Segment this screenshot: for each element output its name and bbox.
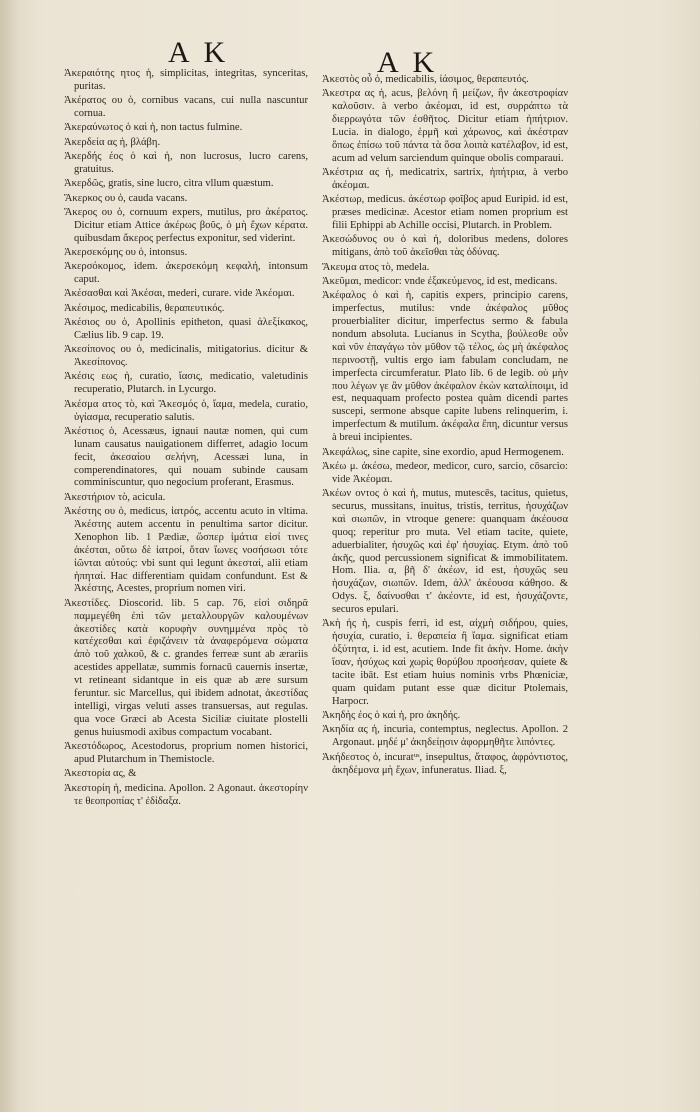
dictionary-entry: Ἀκεστόδωρος, Acestodorus, proprium nomen historici, apud Plutarchum in Themistocle. xyxy=(64,741,308,766)
dictionary-entry: Ἀκεφάλως, sine capite, sine exordio, apud Hermogenem. xyxy=(322,446,564,458)
dictionary-entry: Ἀκερσόκομος, idem. ἀκερσεκόμη κεφαλή, intonsum caput. xyxy=(64,261,308,286)
right-column xyxy=(322,74,568,779)
dictionary-entry: Ἀκέστρια ας ἡ, medicatrix, sartrix, ἠπήτρια, à verbo ἀκέομαι. xyxy=(322,167,568,192)
dictionary-entry: Ἀκεστήριον τὸ, acicula. xyxy=(64,491,166,503)
dictionary-entry: Ἀκέρατος ου ὁ, cornibus vacans, cui nulla nascuntur cornua. xyxy=(64,95,308,120)
dictionary-entry: Ἀκεραύνωτος ὁ καὶ ἡ, non tactus fulmine. xyxy=(64,122,243,134)
binding-gutter-shadow xyxy=(0,0,18,1112)
dictionary-entry: Ἀκέστιος ὁ, Acessæus, ignaui nautæ nomen, qui cum lunam causatus nauigationem differret, adagio locum fecit, ἀκεσαίου σελήνη, Acessæi luna, in comperendinatores, qui nouam subinde causam comminiscuntur, quo negocium proferant, Erasmus. xyxy=(64,425,308,489)
dictionary-entry: Ἀκέσμα ατος τὸ, καὶ Ἄκεσμός ὁ, ἴαμα, medela, curatio, ὑγίασμα, recuperatio salutis. xyxy=(64,398,308,423)
dictionary-entry: Ἀκὴ ἡς ἡ, cuspis ferri, id est, αἰχμὴ σιδήρου, quies, ἡσυχία, curatio, i. θεραπεία ἢ ἴαμα. significat etiam ὀξύτητα, i. id est, acutiem. Inde fit ἀκὴν. Home. ἀκὴν ἴσαν, ἡσύχως καὶ χωρὶς θορύβου προσήεσαν, quiete & tacite ibāt. Est etiam huius nominis vrbs Phœniciæ, quam quidam putant esse quæ dicitur Ptolemais, Harpocr. xyxy=(322,618,568,707)
dictionary-entry: Ἀκέστης ου ὁ, medicus, ἰατρός, accentu acuto in vltima. Ἀκέστης autem accentu in penultima sartor dicitur. Xenophon lib. 1 Pædiæ, ὥσπερ ἱμάτια εἰσί τινες ἀκέσται, οὕτω δὲ ἰατροί, ὅταν ἴωνες νοσήσωσι τότε ἰῶνται αὐτούς: vbi sunt qui legunt ἀκεσταί, alii etiam ἠπηταί. Hac differentiam quidam confundunt. Est & Ἀκέστης, Acestes, proprium nomen viri. xyxy=(64,506,308,595)
dictionary-entry: Ἀκέσις εως ἡ, curatio, ἴασις, medicatio, valetudinis recuperatio, Plutarch. in Lycurgo. xyxy=(64,371,308,396)
dictionary-entry: Ἀκεσώδυνος ου ὁ καὶ ἡ, doloribus medens, dolores mitigans, ἀπὸ τοῦ ἀκεῖσθαι τὰς ὀδύνας. xyxy=(322,234,568,259)
dictionary-entry: Ἀκεστίδες. Dioscorid. lib. 5 cap. 76, εἰσὶ σιδηρᾶ παμμεγέθη ἐπὶ τῶν μεταλλουργῶν καλουμένων ἀκεστίδες κατὰ κορυφὴν συνημμένα πρὸς τὸ κατέχεσθαι καὶ ἐφιζάνειν τὰ ἀναφερόμενα σώματα ἀπὸ τοῦ χαλκοῦ, & c. grandes ferreæ sunt ab ærariis acestides appellatæ, summis fornacū cauernis insertæ, vt retineant sidantque in eis quæ ab ære sursum feruntur. sic Marcellus, qui ibidem adnotat, ἀκεστίδας intelligi, virgas veluti asses transuersas, aut regulas. qua voce Græci ab Acesta Siciliæ ciuitate plostelli genus huiusmodi axibus compactum vocabant. xyxy=(64,597,308,738)
dictionary-entry: Ἀκηδὴς έος ὁ καὶ ἡ, pro ἀκηδής. xyxy=(322,710,461,722)
dictionary-entry: Ἀκέσιμος, medicabilis, θεραπευτικός. xyxy=(64,302,225,314)
dictionary-entry: Ἀκεσίπονος ου ὁ, medicinalis, mitigatorius. dicitur & Ἀκεσίπονος. xyxy=(64,344,308,369)
page-header-right: A K xyxy=(377,46,439,79)
dictionary-entry: Ἀκέω μ. ἀκέσω, medeor, medicor, curo, sarcio, cōsarcio: vide Ἀκέομαι. xyxy=(322,460,568,485)
dictionary-entry: Ἀκήδεστος ὁ, incuratᵘˢ, insepultus, ἄταφος, ἀφρόντιστος, ἀκηδέμονα μὴ ἔχων, infuneratus. Iliad. ξ, xyxy=(322,751,568,776)
dictionary-entry: Ἀκέφαλος ὁ καὶ ἡ, capitis expers, principio carens, imperfectus, mutilus: vnde ἀκέφαλος μῦθος prouerbialiter dicitur, imperfectus sermo & fabula nondum absoluta. Lucianus in Scytha, βούλεσθε οὖν καὶ νῦν ἐπαγάγω τὸν μῦθον τῷ τέλος, ὡς μὴ ἀκέφαλος περινοστῇ, vultis ergo iam fabulam concludam, ne imperfecta circumferatur. Plato lib. 6 de legib. οὐ μὴν που λέγων γε ἂν μῦθον ἀκέφαλον ἐκὼν καταλίποιμι, id est, nequaquam profecto postea quàm dicendi partes suscepi, sermone absque capite lubens relinquerim, i. imperfectum & mutilum. ἀκέφαλα ἔπη, dicuntur versus à breui incipientes. xyxy=(322,290,568,444)
dictionary-entry: Ἄκερκος ου ὁ, cauda vacans. xyxy=(64,192,188,204)
dictionary-entry: Ἀκεστορία ας, & xyxy=(64,768,137,780)
dictionary-entry: Ἀκέστωρ, medicus. ἀκέστωρ φοῖβος apud Euripid. id est, præses medicinæ. Acestor etiam nomen proprium est filii Ephippi ab Achille occisi, Plutarch. in Problem. xyxy=(322,194,568,232)
dictionary-entry: Ἀκεστορίη ἡ, medicina. Apollon. 2 Agonaut. ἀκεστορίην τε θεοπροπίας τ' ἐδίδαξα. xyxy=(64,782,308,807)
dictionary-entry: Ἄκευμα ατος τὸ, medela. xyxy=(322,261,430,273)
left-column xyxy=(64,68,308,810)
dictionary-entry: Ἀκεστὸς οὗ ὁ, medicabilis, ἰάσιμος, θεραπευτός. xyxy=(322,74,529,85)
dictionary-entry: Ἀκερδεία ας ἡ, βλάβη. xyxy=(64,136,161,148)
dictionary-entry: Ἀκεστρα ας ἡ, acus, βελόνη ἢ μείζων, ἣν ἀκεστροφίαν καλοῦσιν. à verbo ἀκέομαι, id est, συρράπτω τὰ διερρωγότα τῶν ἐσθῆτος. Dicitur etiam ἠπήτριον. Lucia. in dialogo, ἑρμῆ καὶ χάρωνος, καὶ ἀκέστραν ὅπως ἐπίσω τοῦ πάντα τὰ ὅσα λοιπὰ κατέλαβον, id est, acum ad velum sarciendum quinque obolis comparaui. xyxy=(322,88,568,164)
dictionary-entry: Ἀκερδῶς, gratis, sine lucro, citra vllum quæstum. xyxy=(64,178,274,190)
dictionary-entry: Ἀκηδία ας ἡ, incuria, contemptus, neglectus. Apollon. 2 Argonaut. μηδέ μ' ἀκηδείῃσιν ἀφορμηθῆτε λιπόντες. xyxy=(322,724,568,749)
dictionary-entry: Ἀκερσεκόμης ου ὁ, intonsus. xyxy=(64,246,188,258)
dictionary-entry: Ἀκερδής έος ὁ καὶ ἡ, non lucrosus, lucro carens, gratuitus. xyxy=(64,151,308,175)
dictionary-entry: Ἄκερος ου ὁ, cornuum expers, mutilus, pro ἀκέρατος. Dicitur etiam Attice ἀκέρως βοῦς, ὁ μὴ ἔχων κέρατα. quibusdam ἄκερος perfectus exponitur, sed viderint. xyxy=(64,206,308,244)
page-header-left: A K xyxy=(168,36,230,69)
dictionary-entry: Ἀκέσιος ου ὁ, Apollinis epitheton, quasi ἀλεξίκακος, Cælius lib. 9 cap. 19. xyxy=(64,317,308,341)
dictionary-entry: Ἀκεραιότης ητος ἡ, simplicitas, integritas, synceritas, puritas. xyxy=(64,68,308,92)
dictionary-entry: Ἀκέων οντος ὁ καὶ ἡ, mutus, mutescēs, tacitus, quietus, securus, mussitans, inuitus, tristis, territus, ἡσυχάζων καὶ σιωπῶν, in vtroque genere: quanquam ἀκέουσα quoq; reperitur pro muta. Vel etiam tacite, quiete, aduerbialiter, ἡσυχῶς καὶ ἐφ' ἡσυχίας. Etym. ἀπὸ τοῦ ἀκῆς, quod percussionem significat & immobilitatem. Hom. Ilia. α, βῆ δ' ἀκέων, id est, ἡσυχῶς seu ἡσυχάζων, σιωπῶν. Idem, ἀλλ' ἀκέουσα κάθησο. & Odys. ξ, δαίνυσθαι τ' ἀκέοντε, id est, ἡσυχάζοντε, securos epulari. xyxy=(322,488,568,616)
dictionary-entry: Ἀκεῦμαι, medicor: vnde ἐξακεύμενος, id est, medicans. xyxy=(322,275,558,287)
dictionary-entry: Ἀκέσασθαι καὶ Ἀκέσαι, mederi, curare. vide Ἀκέομαι. xyxy=(64,288,295,300)
